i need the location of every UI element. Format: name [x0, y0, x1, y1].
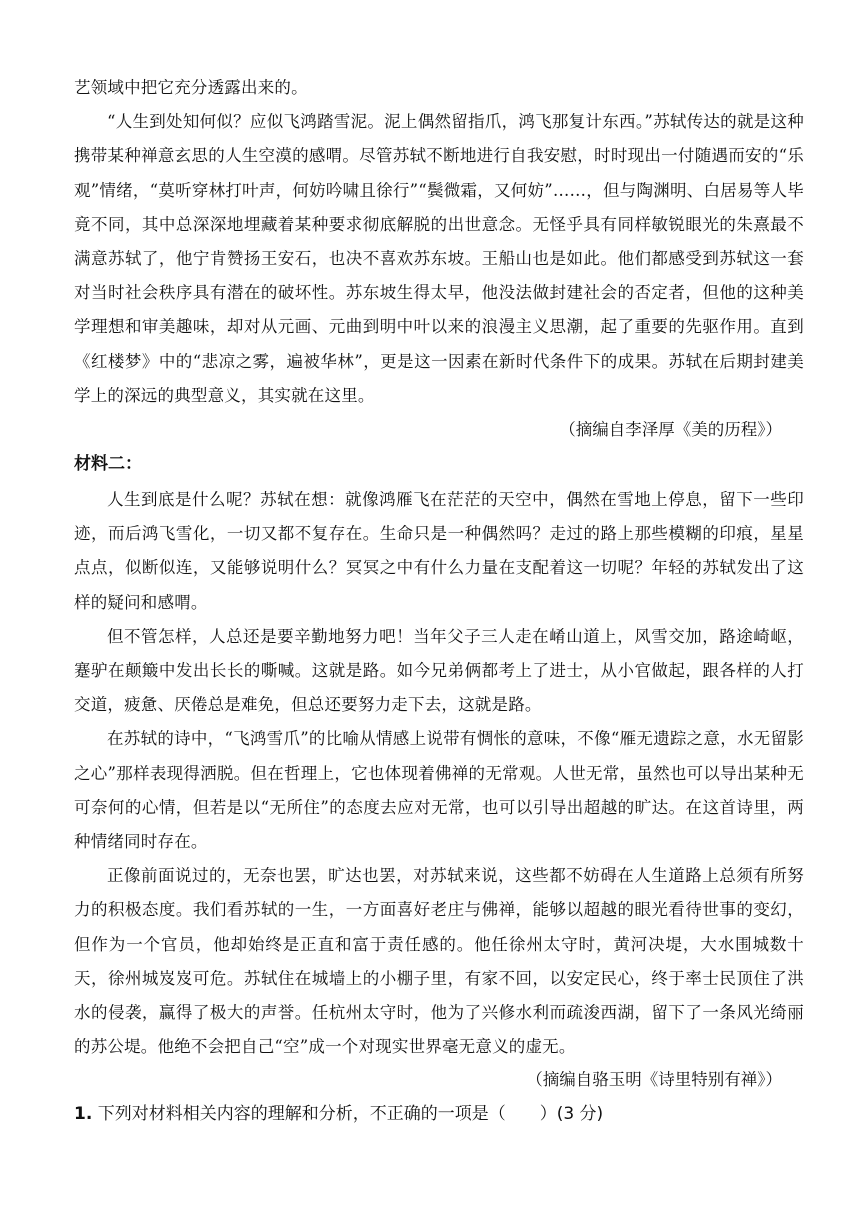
material-two-paragraph-4: 正像前面说过的，无奈也罢，旷达也罢，对苏轼来说，这些都不妨碍在人生道路上总须有所努力的积极态度。我们看苏轼的一生，一方面喜好老庄与佛禅，能够以超越的眼光看待世事的变幻，但作为一个官员，他却始终是正直和富于责任感的。他任徐州太守时，黄河决堤，大水围城数十天，徐州城岌岌可危。苏轼住在城墙上的小棚子里，有家不回，以安定民心，终于率士民顶住了洪水的侵袭，赢得了极大的声誉。任杭州太守时，他为了兴修水利而疏浚西湖，留下了一条风光绮丽的苏公堤。他绝不会把自己“空”成一个对现实世界毫无意义的虚无。 — [74, 866, 804, 1057]
material-two-paragraph-1: 人生到底是什么呢？苏轼在想：就像鸿雁飞在茫茫的天空中，偶然在雪地上停息，留下一些印迹，而后鸿飞雪化，一切又都不复存在。生命只是一种偶然吗？走过的路上那些模糊的印痕，星星点点，似断似连，又能够说明什么？冥冥之中有什么力量在支配着这一切呢？年轻的苏轼发出了这样的疑问和感喟。 — [74, 490, 804, 612]
continuation-line: 艺领域中把它充分透露出来的。 — [74, 78, 308, 97]
question-1 — [74, 1099, 603, 1129]
material-one-source: （摘编自李泽厚《美的历程》） — [559, 420, 782, 439]
question-number: 1. — [74, 1104, 93, 1124]
material-two-paragraph-3: 在苏轼的诗中，“飞鸿雪爪”的比喻从情感上说带有惆怅的意味，不像“雁无遗踪之意，水无留影之心”那样表现得洒脱。但在哲理上，它也体现着佛禅的无常观。人世无常，虽然也可以导出某种无可奈何的心情，但若是以“无所住”的态度去应对无常，也可以引导出超越的旷达。在这首诗里，两种情绪同时存在。 — [74, 729, 804, 852]
material-one — [74, 71, 804, 413]
question-text: 下列对材料相关内容的理解和分析，不正确的一项是（ ）(3 分) — [97, 1104, 604, 1124]
material-one-paragraph: “人生到处知何似？应似飞鸿踏雪泥。泥上偶然留指爪，鸿飞那复计东西。”苏轼传达的就是这种携带某种禅意玄思的人生空漠的感喟。尽管苏轼不断地进行自我安慰，时时现出一付随遇而安的“乐观”情绪，“莫听穿林打叶声，何妨吟啸且徐行”“鬓微霜，又何妨”……，但与陶渊明、白居易等人毕竟不同，其中总深深地埋藏着某种要求彻底解脱的出世意念。无怪乎具有同样敏锐眼光的朱熹最不满意苏轼了，他宁肯赞扬王安石，也决不喜欢苏东坡。王船山也是如此。他们都感受到苏轼这一套对当时社会秩序具有潜在的破坏性。苏东坡生得太早，他没法做封建社会的否定者，但他的这种美学理想和审美趣味，却对从元画、元曲到明中叶以来的浪漫主义思潮，起了重要的先驱作用。直到《红楼梦》中的“悲凉之雾，遍被华林”，更是这一因素在新时代条件下的成果。苏轼在后期封建美学上的深远的典型意义，其实就在这里。 — [74, 112, 804, 405]
material-two-paragraph-2: 但不管怎样，人总还是要辛勤地努力吧！当年父子三人走在崤山道上，风雪交加，路途崎岖，蹇驴在颠簸中发出长长的嘶喊。这就是路。如今兄弟俩都考上了进士，从小官做起，跟各样的人打交道，疲惫、厌倦总是难免，但总还要努力走下去，这就是路。 — [74, 626, 804, 715]
material-two-source: （摘编自骆玉明《诗里特别有禅》） — [526, 1070, 782, 1089]
material-two — [74, 483, 804, 1064]
material-two-heading: 材料二： — [74, 454, 142, 474]
